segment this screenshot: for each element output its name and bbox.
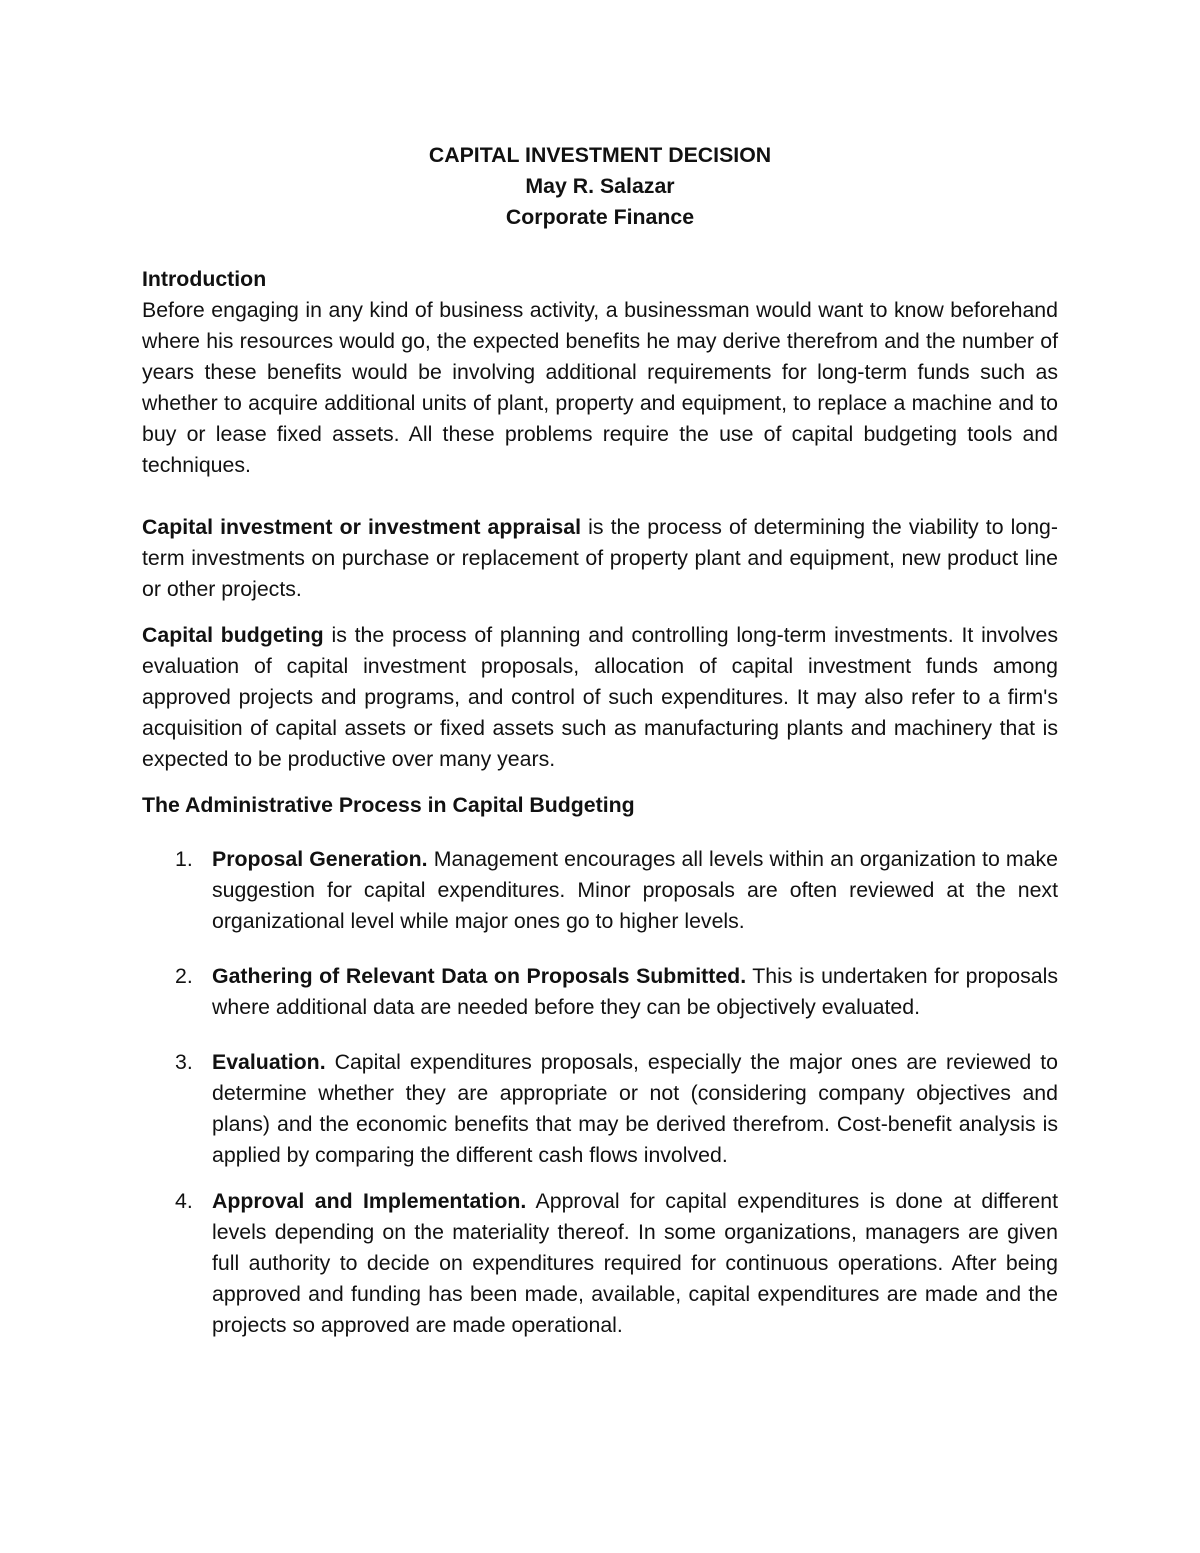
- step-title: Approval and Implementation.: [212, 1189, 527, 1213]
- list-item-approval-implementation: [142, 1186, 1058, 1341]
- list-number: 4.: [175, 1189, 193, 1213]
- page-content: [142, 140, 1058, 1341]
- step-text: This is undertaken for proposals where additional data are needed before they can be objectively evaluated.: [212, 964, 1058, 1019]
- list-number: 1.: [175, 847, 193, 871]
- list-item-gathering-data: [142, 961, 1058, 1023]
- document-course: Corporate Finance: [505, 205, 695, 229]
- title-block: [142, 140, 1058, 233]
- document-author: May R. Salazar: [525, 174, 675, 198]
- admin-process-heading: The Administrative Process in Capital Budgeting: [142, 793, 635, 817]
- list-number: 3.: [175, 1050, 193, 1074]
- introduction-paragraph: Before engaging in any kind of business activity, a businessman would want to know beforehand where his resources would go, the expected benefits he may derive therefrom and the number of years these benefits would be involving additional requirements for long-term funds such as whether to acquire additional units of plant, property and equipment, to replace a machine and to buy or lease fixed assets. All these problems require the use of capital budgeting tools and techniques.: [142, 298, 1058, 477]
- list-item-evaluation: [142, 1047, 1058, 1171]
- step-text: Capital expenditures proposals, especially the major ones are reviewed to determine whether they are appropriate or not (considering company objectives and plans) and the economic benefits that may be derived therefrom. Cost-benefit analysis is applied by comparing the different cash flows involved.: [212, 1050, 1058, 1167]
- step-text: Management encourages all levels within an organization to make suggestion for capital expenditures. Minor proposals are often reviewed at the next organizational level while major ones go to higher levels.: [212, 847, 1059, 933]
- step-title: Proposal Generation.: [212, 847, 428, 871]
- step-text: Approval for capital expenditures is done at different levels depending on the materiality thereof. In some organizations, managers are given full authority to decide on expenditures required for continuous operations. After being approved and funding has been made, available, capital expenditures are made and the projects so approved are made operational.: [212, 1189, 1058, 1337]
- list-number: 2.: [175, 964, 193, 988]
- document-title: CAPITAL INVESTMENT DECISION: [428, 143, 772, 167]
- definition-term: Capital investment or investment appraisal: [142, 515, 582, 539]
- definition-term: Capital budgeting: [142, 623, 324, 647]
- admin-process-list: [142, 844, 1058, 1341]
- definition-text: is the process of planning and controlling long-term investments. It involves evaluation of capital investment proposals, allocation of capital investment funds among approved projects and programs, and control of such expenditures. It may also refer to a firm's acquisition of capital assets or fixed assets such as manufacturing plants and machinery that is expected to be productive over many years.: [142, 623, 1059, 771]
- definition-capital-budgeting: [142, 620, 1058, 775]
- step-title: Gathering of Relevant Data on Proposals Submitted.: [212, 964, 747, 988]
- step-title: Evaluation.: [212, 1050, 326, 1074]
- introduction-heading: Introduction: [142, 267, 267, 291]
- list-item-proposal-generation: [142, 844, 1058, 937]
- definition-text: is the process of determining the viability to long-term investments on purchase or replacement of property plant and equipment, new product line or other projects.: [142, 515, 1058, 601]
- definition-capital-investment: [142, 512, 1058, 605]
